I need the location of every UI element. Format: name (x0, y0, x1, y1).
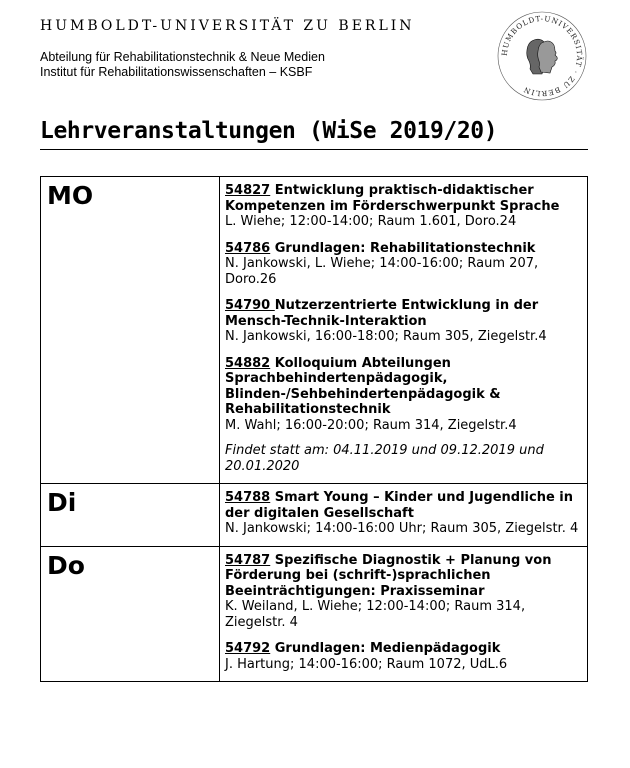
course-title: Grundlagen: Rehabilitationstechnik (270, 240, 536, 256)
course-title: Nutzerzentrierte Entwicklung in der Mensch-Technik-Interaktion (225, 298, 539, 329)
university-name: HUMBOLDT-UNIVERSITÄT ZU BERLIN (40, 18, 415, 34)
course-heading (225, 490, 581, 521)
course-entry (225, 356, 581, 475)
course-heading (225, 298, 581, 329)
course-number[interactable]: 54790 (225, 298, 275, 313)
course-heading (225, 241, 581, 257)
course-details: N. Jankowski, 16:00-18:00; Raum 305, Ziegelstr.4 (225, 329, 547, 344)
department-info (40, 50, 325, 80)
course-title: Spezifische Diagnostik + Planung von Förderung bei (schrift-)sprachlichen Beeinträchtigungen: Praxisseminar (225, 552, 552, 599)
department-line-1: Abteilung für Rehabilitationstechnik & Neue Medien (40, 50, 325, 64)
course-number[interactable]: 54792 (225, 641, 271, 656)
course-entry (225, 490, 581, 537)
schedule-table (40, 176, 588, 682)
course-heading (225, 553, 581, 600)
seal-text: HUMBOLDT-UNIVERSITÄT · ZU BERLIN (499, 13, 585, 99)
course-details: J. Hartung; 14:00-16:00; Raum 1072, UdL.6 (225, 656, 508, 672)
title-divider (40, 149, 588, 150)
course-entry (225, 241, 581, 288)
course-title: Kolloquium Abteilungen Sprachbehindertenpädagogik, Blinden-/Sehbehindertenpädagogik & Rehabilitationstechnik (225, 355, 501, 417)
course-title: Entwicklung praktisch-didaktischer Kompetenzen im Förderschwerpunkt Sprache (225, 183, 560, 214)
course-entry (225, 641, 581, 672)
course-details: K. Weiland, L. Wiehe; 12:00-14:00; Raum 314, Ziegelstr. 4 (225, 599, 526, 630)
course-details: L. Wiehe; 12:00-14:00; Raum 1.601, Doro.24 (225, 214, 517, 229)
course-title: Grundlagen: Medienpädagogik (270, 641, 501, 656)
course-heading (225, 356, 581, 418)
course-details: N. Jankowski; 14:00-16:00 Uhr; Raum 305, Ziegelstr. 4 (225, 521, 579, 536)
course-note: Findet statt am: 04.11.2019 und 09.12.2019 und 20.01.2020 (225, 443, 544, 474)
course-number[interactable]: 54786 (225, 240, 271, 256)
course-details: N. Jankowski, L. Wiehe; 14:00-16:00; Raum 207, Doro.26 (225, 256, 539, 287)
course-number[interactable]: 54788 (225, 490, 271, 505)
course-title: Smart Young – Kinder und Jugendliche in der digitalen Gesellschaft (225, 490, 573, 521)
day-cell: MO (41, 177, 220, 484)
courses-cell (220, 484, 588, 547)
page-title: Lehrveranstaltungen (WiSe 2019/20) (40, 118, 498, 144)
course-number[interactable]: 54882 (225, 355, 271, 371)
course-number[interactable]: 54827 (225, 183, 271, 198)
course-entry (225, 553, 581, 631)
department-line-2: Institut für Rehabilitationswissenschaften – KSBF (40, 65, 313, 79)
table-row (41, 546, 588, 682)
course-details: M. Wahl; 16:00-20:00; Raum 314, Ziegelstr.4 (225, 417, 517, 433)
table-row (41, 177, 588, 484)
courses-cell (220, 177, 588, 484)
day-cell: Do (41, 546, 220, 682)
course-heading (225, 183, 581, 214)
day-cell: Di (41, 484, 220, 547)
course-heading (225, 641, 581, 657)
table-row (41, 484, 588, 547)
course-entry (225, 298, 581, 345)
courses-cell (220, 546, 588, 682)
course-entry (225, 183, 581, 230)
university-seal-icon (496, 10, 588, 102)
course-number[interactable]: 54787 (225, 552, 271, 568)
